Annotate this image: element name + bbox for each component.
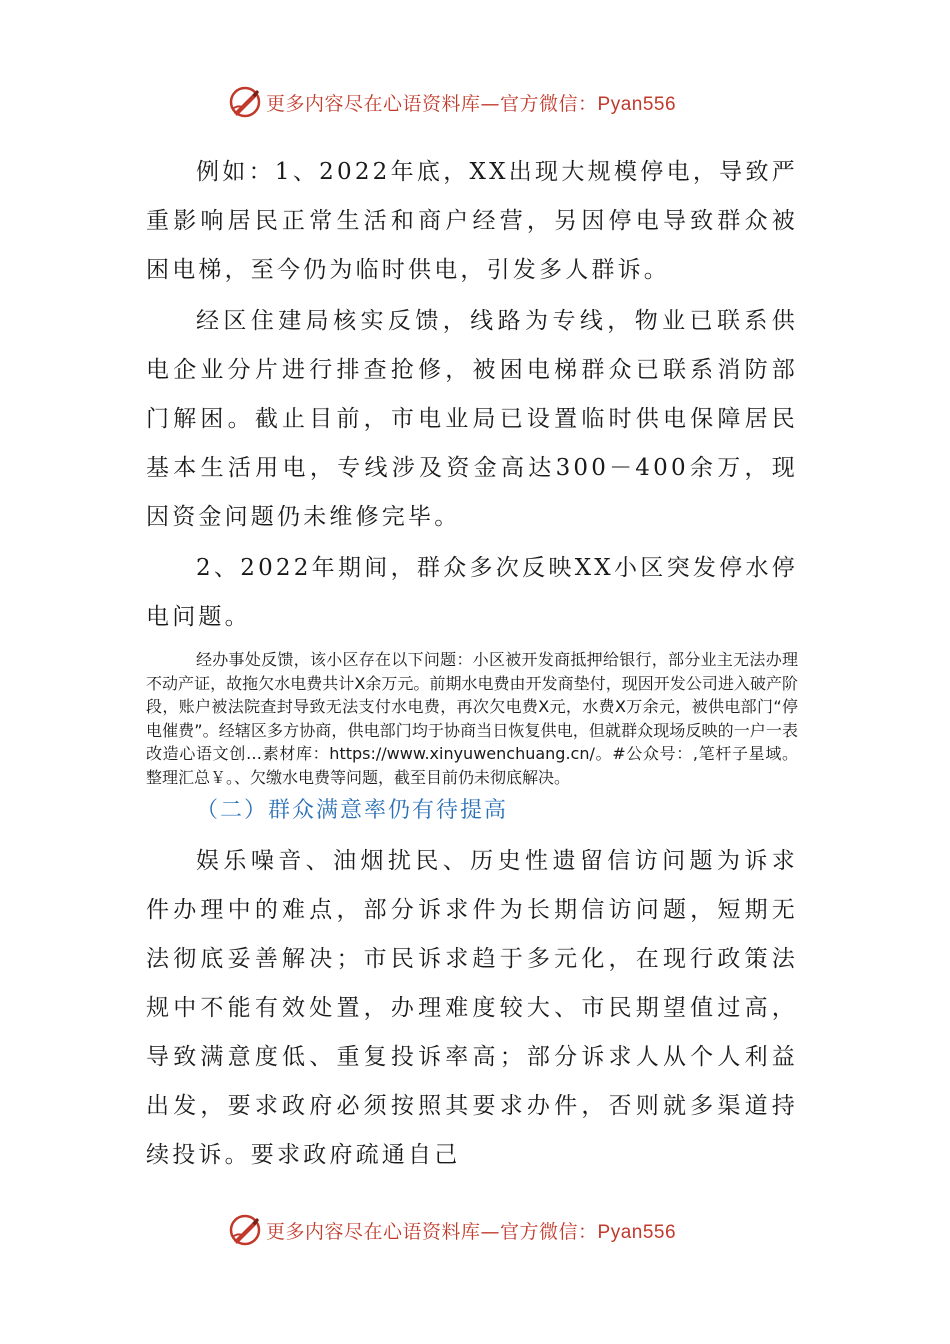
banner-wechat-label: 官方微信： bbox=[500, 92, 598, 115]
banner-wechat-id: Pyan556 bbox=[597, 1221, 677, 1243]
paragraph-5: 娱乐噪音、油烟扰民、历史性遗留信访问题为诉求件办理中的难点，部分诉求件为长期信访问题，短期无法彻底妥善解决；市民诉求趋于多元化，在现行政策法规中不能有效处置，办理难度较大、市民期望值过高，导致满意度低、重复投诉率高；部分诉求人从个人利益出发，要求政府必须按照其要求办件，否则就多渠道持续投诉。要求政府疏通自己 bbox=[146, 848, 798, 1168]
paragraph-4: 经办事处反馈，该小区存在以下问题：小区被开发商抵押给银行，部分业主无法办理不动产证，故拖欠水电费共计X余万元。前期水电费由开发商垫付，现因开发公司进入破产阶段，账户被法院查封导致无法支付水电费，再次欠电费X元，水费X万余元，被供电部门“停电催费”。经辖区多方协商，供电部门均于协商当日恢复供电，但就群众现场反映的一户一表改造心语文创…素材库：https://www.xinyuwenchuang.cn/。#公众号：,笔杆子星域。整理汇总￥。、欠缴水电费等问题，截至目前仍未彻底解决。 bbox=[146, 650, 798, 787]
banner-text: 更多内容尽在心语资料库 bbox=[266, 92, 481, 115]
paragraph-1: 例如：1、2022年底，XX出现大规模停电，导致严重影响居民正常生活和商户经营，另因停电导致群众被困电梯，至今仍为临时供电，引发多人群诉。 bbox=[146, 159, 798, 283]
header-banner bbox=[228, 84, 748, 120]
banner-dash: — bbox=[480, 92, 501, 115]
pen-circle-logo-icon bbox=[228, 85, 262, 119]
banner-dash: — bbox=[480, 1220, 501, 1243]
banner-wechat-id: Pyan556 bbox=[597, 93, 677, 115]
banner-text: 更多内容尽在心语资料库 bbox=[266, 1220, 481, 1243]
section-heading: （二）群众满意率仍有待提高 bbox=[196, 798, 509, 823]
footer-banner bbox=[228, 1212, 748, 1248]
paragraph-3: 2、2022年期间，群众多次反映XX小区突发停水停电问题。 bbox=[146, 555, 798, 630]
document-body bbox=[146, 148, 798, 1180]
paragraph-2: 经区住建局核实反馈，线路为专线，物业已联系供电企业分片进行排查抢修，被困电梯群众已联系消防部门解困。截止目前，市电业局已设置临时供电保障居民基本生活用电，专线涉及资金高达300－400余万，现因资金问题仍未维修完毕。 bbox=[146, 308, 798, 530]
pen-circle-logo-icon bbox=[228, 1213, 262, 1247]
banner-wechat-label: 官方微信： bbox=[500, 1220, 598, 1243]
